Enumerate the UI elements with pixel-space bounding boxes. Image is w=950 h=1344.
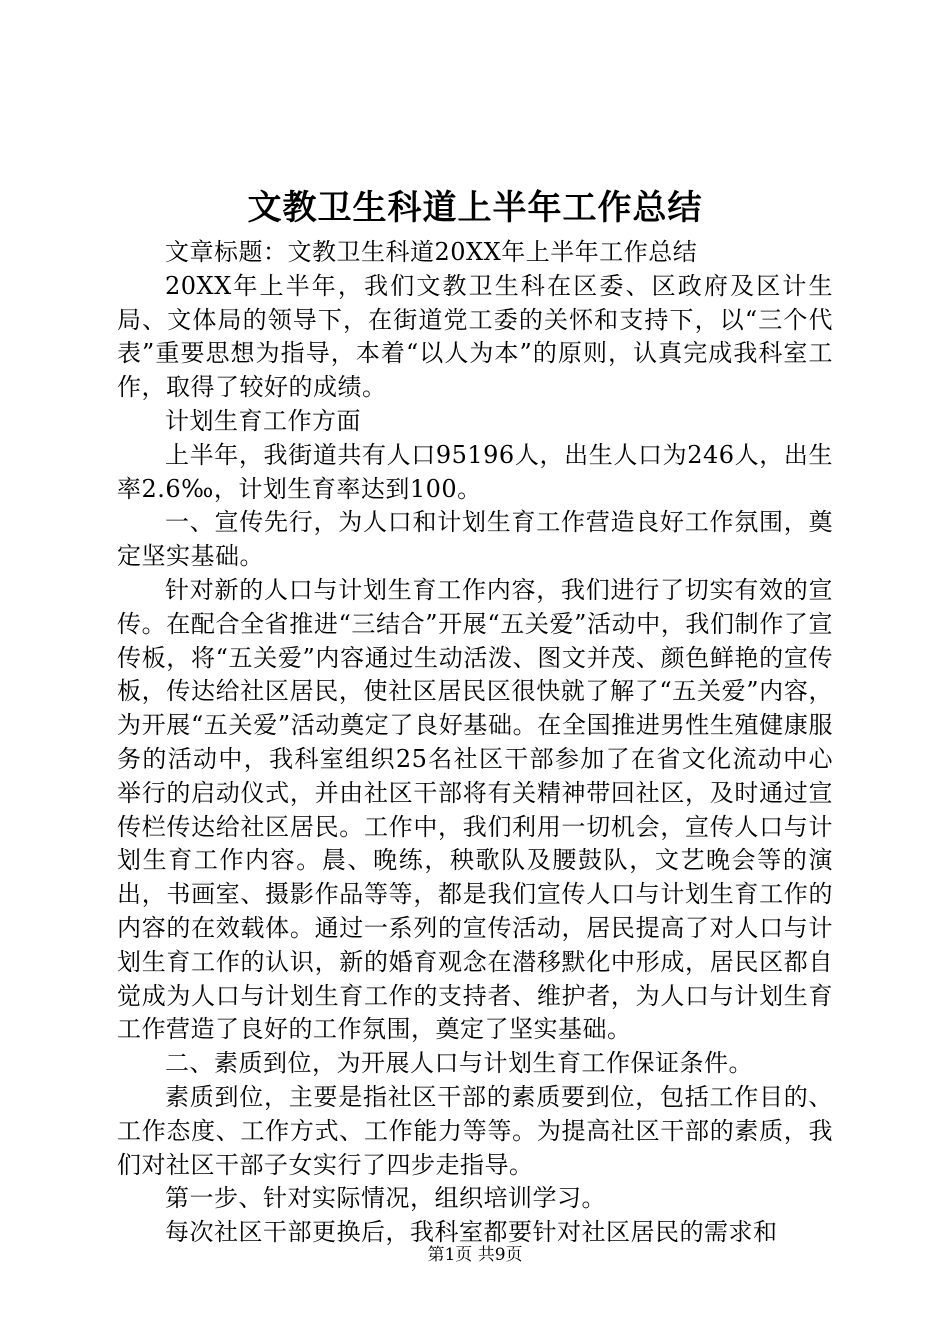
paragraph: 文章标题：文教卫生科道20XX年上半年工作总结 bbox=[165, 238, 698, 266]
section-heading: 第一步、针对实际情况，组织培训学习。 bbox=[165, 1184, 606, 1213]
paragraph: 20XX年上半年，我们文教卫生科在区委、区政府及区计生局、文体局的领导下，在街道党工委的关怀和支持下，以“三个代表”重要思想为指导，本着“以人为本”的原则，认真完成我科室工作，取得了较好的成绩。 bbox=[117, 271, 833, 402]
document-body bbox=[117, 236, 833, 1250]
section-heading: 计划生育工作方面 bbox=[165, 406, 361, 435]
paragraph: 每次社区干部更换后，我科室都要针对社区居民的需求和 bbox=[165, 1218, 778, 1247]
paragraph: 针对新的人口与计划生育工作内容，我们进行了切实有效的宣传。在配合全省推进“三结合”开展“五关爱”活动中，我们制作了宣传板，将“五关爱”内容通过生动活泼、图文并茂、颜色鲜艳的宣传板，传达给社区居民，使社区居民区很快就了解了“五关爱”内容，为开展“五关爱”活动奠定了良好基础。在全国推进男性生殖健康服务的活动中，我科室组织25名社区干部参加了在省文化流动中心举行的启动仪式，并由社区干部将有关精神带回社区，及时通过宣传栏传达给社区居民。工作中，我们利用一切机会，宣传人口与计划生育工作内容。晨、晚练，秧歌队及腰鼓队，文艺晚会等的演出，书画室、摄影作品等等，都是我们宣传人口与计划生育工作的内容的在效载体。通过一系列的宣传活动，居民提高了对人口与计划生育工作的认识，新的婚育观念在潜移默化中形成，居民区都自觉成为人口与计划生育工作的支持者、维护者，为人口与计划生育工作营造了良好的工作氛围，奠定了坚实基础。 bbox=[117, 575, 833, 1044]
page-number: 第1页 共9页 bbox=[427, 1245, 523, 1265]
paragraph: 上半年，我街道共有人口95196人，出生人口为246人，出生率2.6‰，计划生育率达到100。 bbox=[117, 440, 833, 503]
section-heading: 一、宣传先行，为人口和计划生育工作营造良好工作氛围，奠定坚实基础。 bbox=[117, 508, 833, 571]
section-heading: 二、素质到位，为开展人口与计划生育工作保证条件。 bbox=[165, 1049, 753, 1078]
paragraph: 素质到位，主要是指社区干部的素质要到位，包括工作目的、工作态度、工作方式、工作能力等等。为提高社区干部的素质，我们对社区干部子女实行了四步走指导。 bbox=[117, 1082, 833, 1179]
document-title: 文教卫生科道上半年工作总结 bbox=[247, 188, 703, 228]
